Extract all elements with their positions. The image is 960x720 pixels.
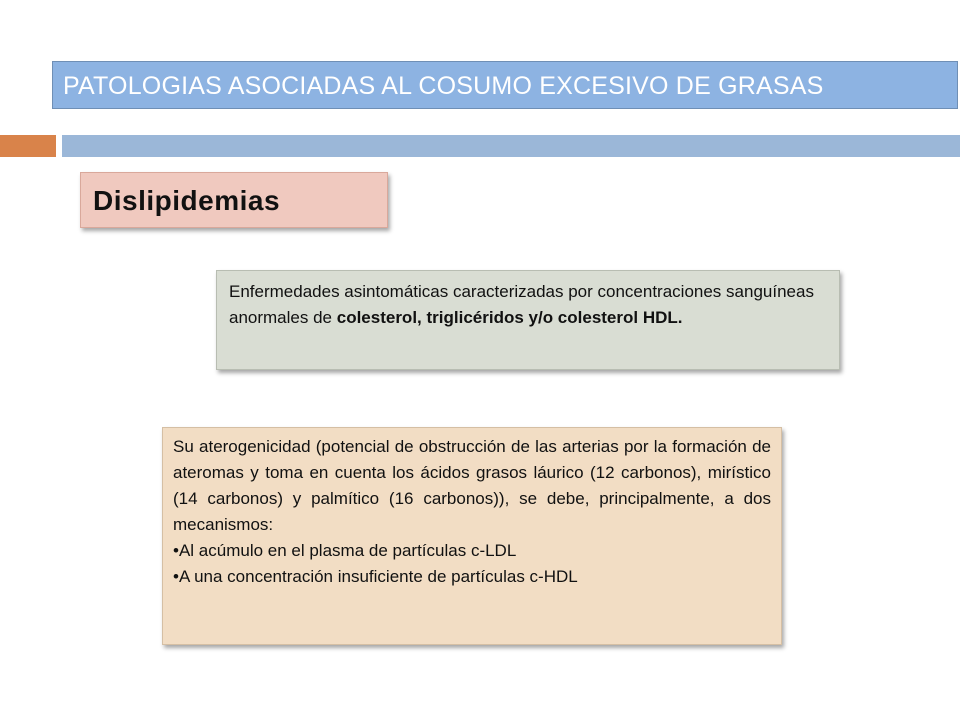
definition-bold-terms: colesterol, triglicéridos y/o colesterol HDL.	[336, 308, 683, 327]
mechanisms-paragraph: Su aterogenicidad (potencial de obstrucción de las arterias por la formación de ateromas y toma en cuenta los ácidos grasos láurico (12 carbonos), mirístico (14 carbonos) y palmítico (16 carbonos)), se debe, principalmente, a dos mecanismos:	[173, 437, 771, 534]
mechanism-bullet-ldl: •Al acúmulo en el plasma de partículas c-LDL	[173, 541, 517, 560]
section-heading: Dislipidemias	[80, 172, 388, 228]
accent-bar-orange	[0, 135, 56, 157]
slide-title: PATOLOGIAS ASOCIADAS AL COSUMO EXCESIVO DE GRASAS	[52, 61, 958, 109]
accent-bar-blue	[62, 135, 960, 157]
mechanisms-box	[162, 427, 782, 645]
definition-text: Enfermedades asintomáticas caracterizadas por concentraciones sanguíneas anormales de	[229, 282, 814, 327]
mechanism-bullet-hdl: •A una concentración insuficiente de partículas c-HDL	[173, 567, 578, 586]
definition-box	[216, 270, 840, 370]
